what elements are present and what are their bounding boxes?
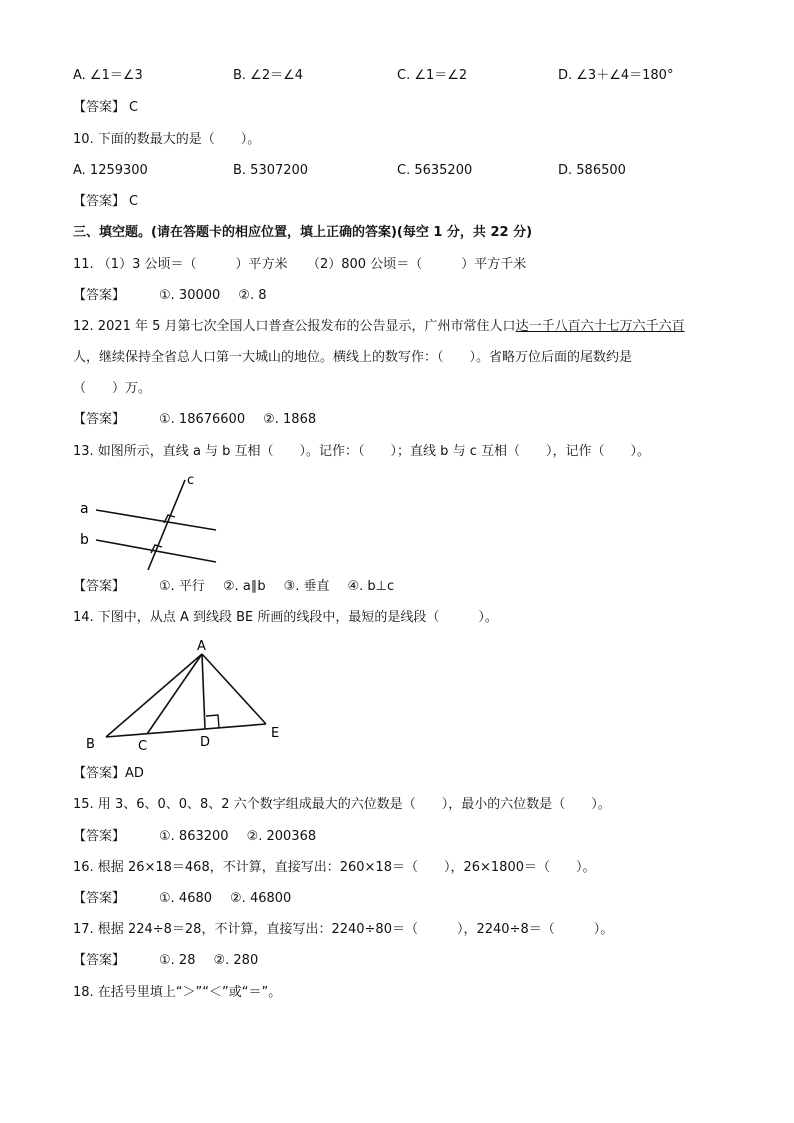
answer-2: ②. 8	[238, 288, 267, 303]
answer-tag: 【答案】	[73, 288, 126, 303]
q9-option-a: A. ∠1＝∠3	[73, 68, 143, 83]
answer-tag: 【答案】	[73, 412, 126, 427]
q12-line-3: （ ）万。	[73, 381, 152, 396]
q17-answer	[73, 952, 258, 970]
answer-4: ④. b⊥c	[347, 579, 395, 594]
segment-be	[106, 724, 266, 737]
segment-ad	[202, 654, 205, 729]
answer-value: AD	[125, 766, 144, 781]
q15-answer	[73, 828, 316, 846]
label-c: c	[187, 473, 195, 488]
q14-triangle-figure	[82, 636, 292, 756]
q16-answer	[73, 890, 291, 908]
answer-2: ②. 46800	[230, 891, 292, 906]
q10-answer	[73, 193, 138, 211]
answer-1: ①. 863200	[159, 829, 229, 844]
answer-tag: 【答案】	[73, 579, 126, 594]
right-angle-mark	[206, 715, 219, 728]
answer-tag: 【答案】	[73, 891, 126, 906]
label-b: B	[86, 737, 95, 752]
answer-tag: 【答案】	[73, 953, 126, 968]
q9-option-c: C. ∠1＝∠2	[397, 68, 468, 83]
label-e: E	[271, 726, 280, 741]
q13-parallel-lines-figure	[78, 472, 228, 572]
label-a: a	[80, 501, 89, 517]
answer-value: C	[129, 194, 139, 209]
label-a: A	[197, 639, 206, 654]
answer-tag: 【答案】	[73, 829, 126, 844]
q12-answer	[73, 411, 316, 429]
q11-question: 11. （1）3 公顷＝（ ）平方米 （2）800 公顷＝（ ）平方千米	[73, 257, 527, 272]
line-c	[148, 480, 185, 570]
answer-1: ①. 28	[159, 953, 196, 968]
answer-1: ①. 18676600	[159, 412, 246, 427]
q13-question: 13. 如图所示，直线 a 与 b 互相（ ）。记作：（ ）；直线 b 与 c 互相（ ），记作（ ）。	[73, 444, 650, 459]
answer-tag: 【答案】	[73, 766, 126, 781]
q17-question: 17. 根据 224÷8＝28，不计算，直接写出：2240÷80＝（ ），2240÷8＝（ ）。	[73, 922, 614, 937]
label-c: C	[138, 739, 148, 754]
q12-line-2: 人，继续保持全省总人口第一大城山的地位。横线上的数写作：（ ）。省略万位后面的尾数约是	[73, 350, 633, 365]
q9-answer	[73, 99, 138, 117]
answer-tag: 【答案】	[73, 100, 126, 115]
q18-question: 18. 在括号里填上“＞”“＜”或“＝”。	[73, 985, 282, 1000]
q10-option-d: D. 586500	[558, 163, 626, 178]
q10-option-b: B. 5307200	[233, 163, 309, 178]
line-a	[96, 510, 216, 530]
answer-1: ①. 30000	[159, 288, 221, 303]
label-d: D	[200, 735, 211, 750]
label-b: b	[80, 532, 89, 548]
segment-ae	[202, 654, 266, 724]
answer-tag: 【答案】	[73, 194, 126, 209]
q10-option-a: A. 1259300	[73, 163, 148, 178]
q14-answer	[73, 765, 144, 783]
answer-1: ①. 4680	[159, 891, 213, 906]
answer-2: ②. 280	[213, 953, 259, 968]
q12-underlined-number: 达一千八百六十七万六千六百	[515, 319, 685, 334]
q10-option-c: C. 5635200	[397, 163, 473, 178]
answer-1: ①. 平行	[159, 579, 205, 594]
q12-line-1	[73, 318, 685, 336]
q9-option-b: B. ∠2＝∠4	[233, 68, 304, 83]
q15-question: 15. 用 3、6、0、0、8、2 六个数字组成最大的六位数是（ ），最小的六位数是（ ）。	[73, 797, 611, 812]
q16-question: 16. 根据 26×18＝468，不计算，直接写出：260×18＝（ ），26×1800＝（ ）。	[73, 860, 596, 875]
section-3-heading: 三、填空题。(请在答题卡的相应位置，填上正确的答案)(每空 1 分，共 22 分)	[73, 225, 533, 240]
q11-answer	[73, 287, 267, 305]
answer-2: ②. 1868	[263, 412, 317, 427]
answer-value: C	[129, 100, 139, 115]
q12-text: 12. 2021 年 5 月第七次全国人口普查公报发布的公告显示，广州市常住人口	[73, 319, 516, 334]
q10-question: 10. 下面的数最大的是（ ）。	[73, 132, 261, 147]
q14-question: 14. 下图中，从点 A 到线段 BE 所画的线段中，最短的是线段（ ）。	[73, 610, 498, 625]
q13-answer	[73, 578, 394, 596]
answer-2: ②. 200368	[246, 829, 317, 844]
answer-3: ③. 垂直	[283, 579, 330, 594]
answer-2: ②. a∥b	[222, 579, 266, 594]
q9-option-d: D. ∠3＋∠4＝180°	[558, 68, 674, 83]
